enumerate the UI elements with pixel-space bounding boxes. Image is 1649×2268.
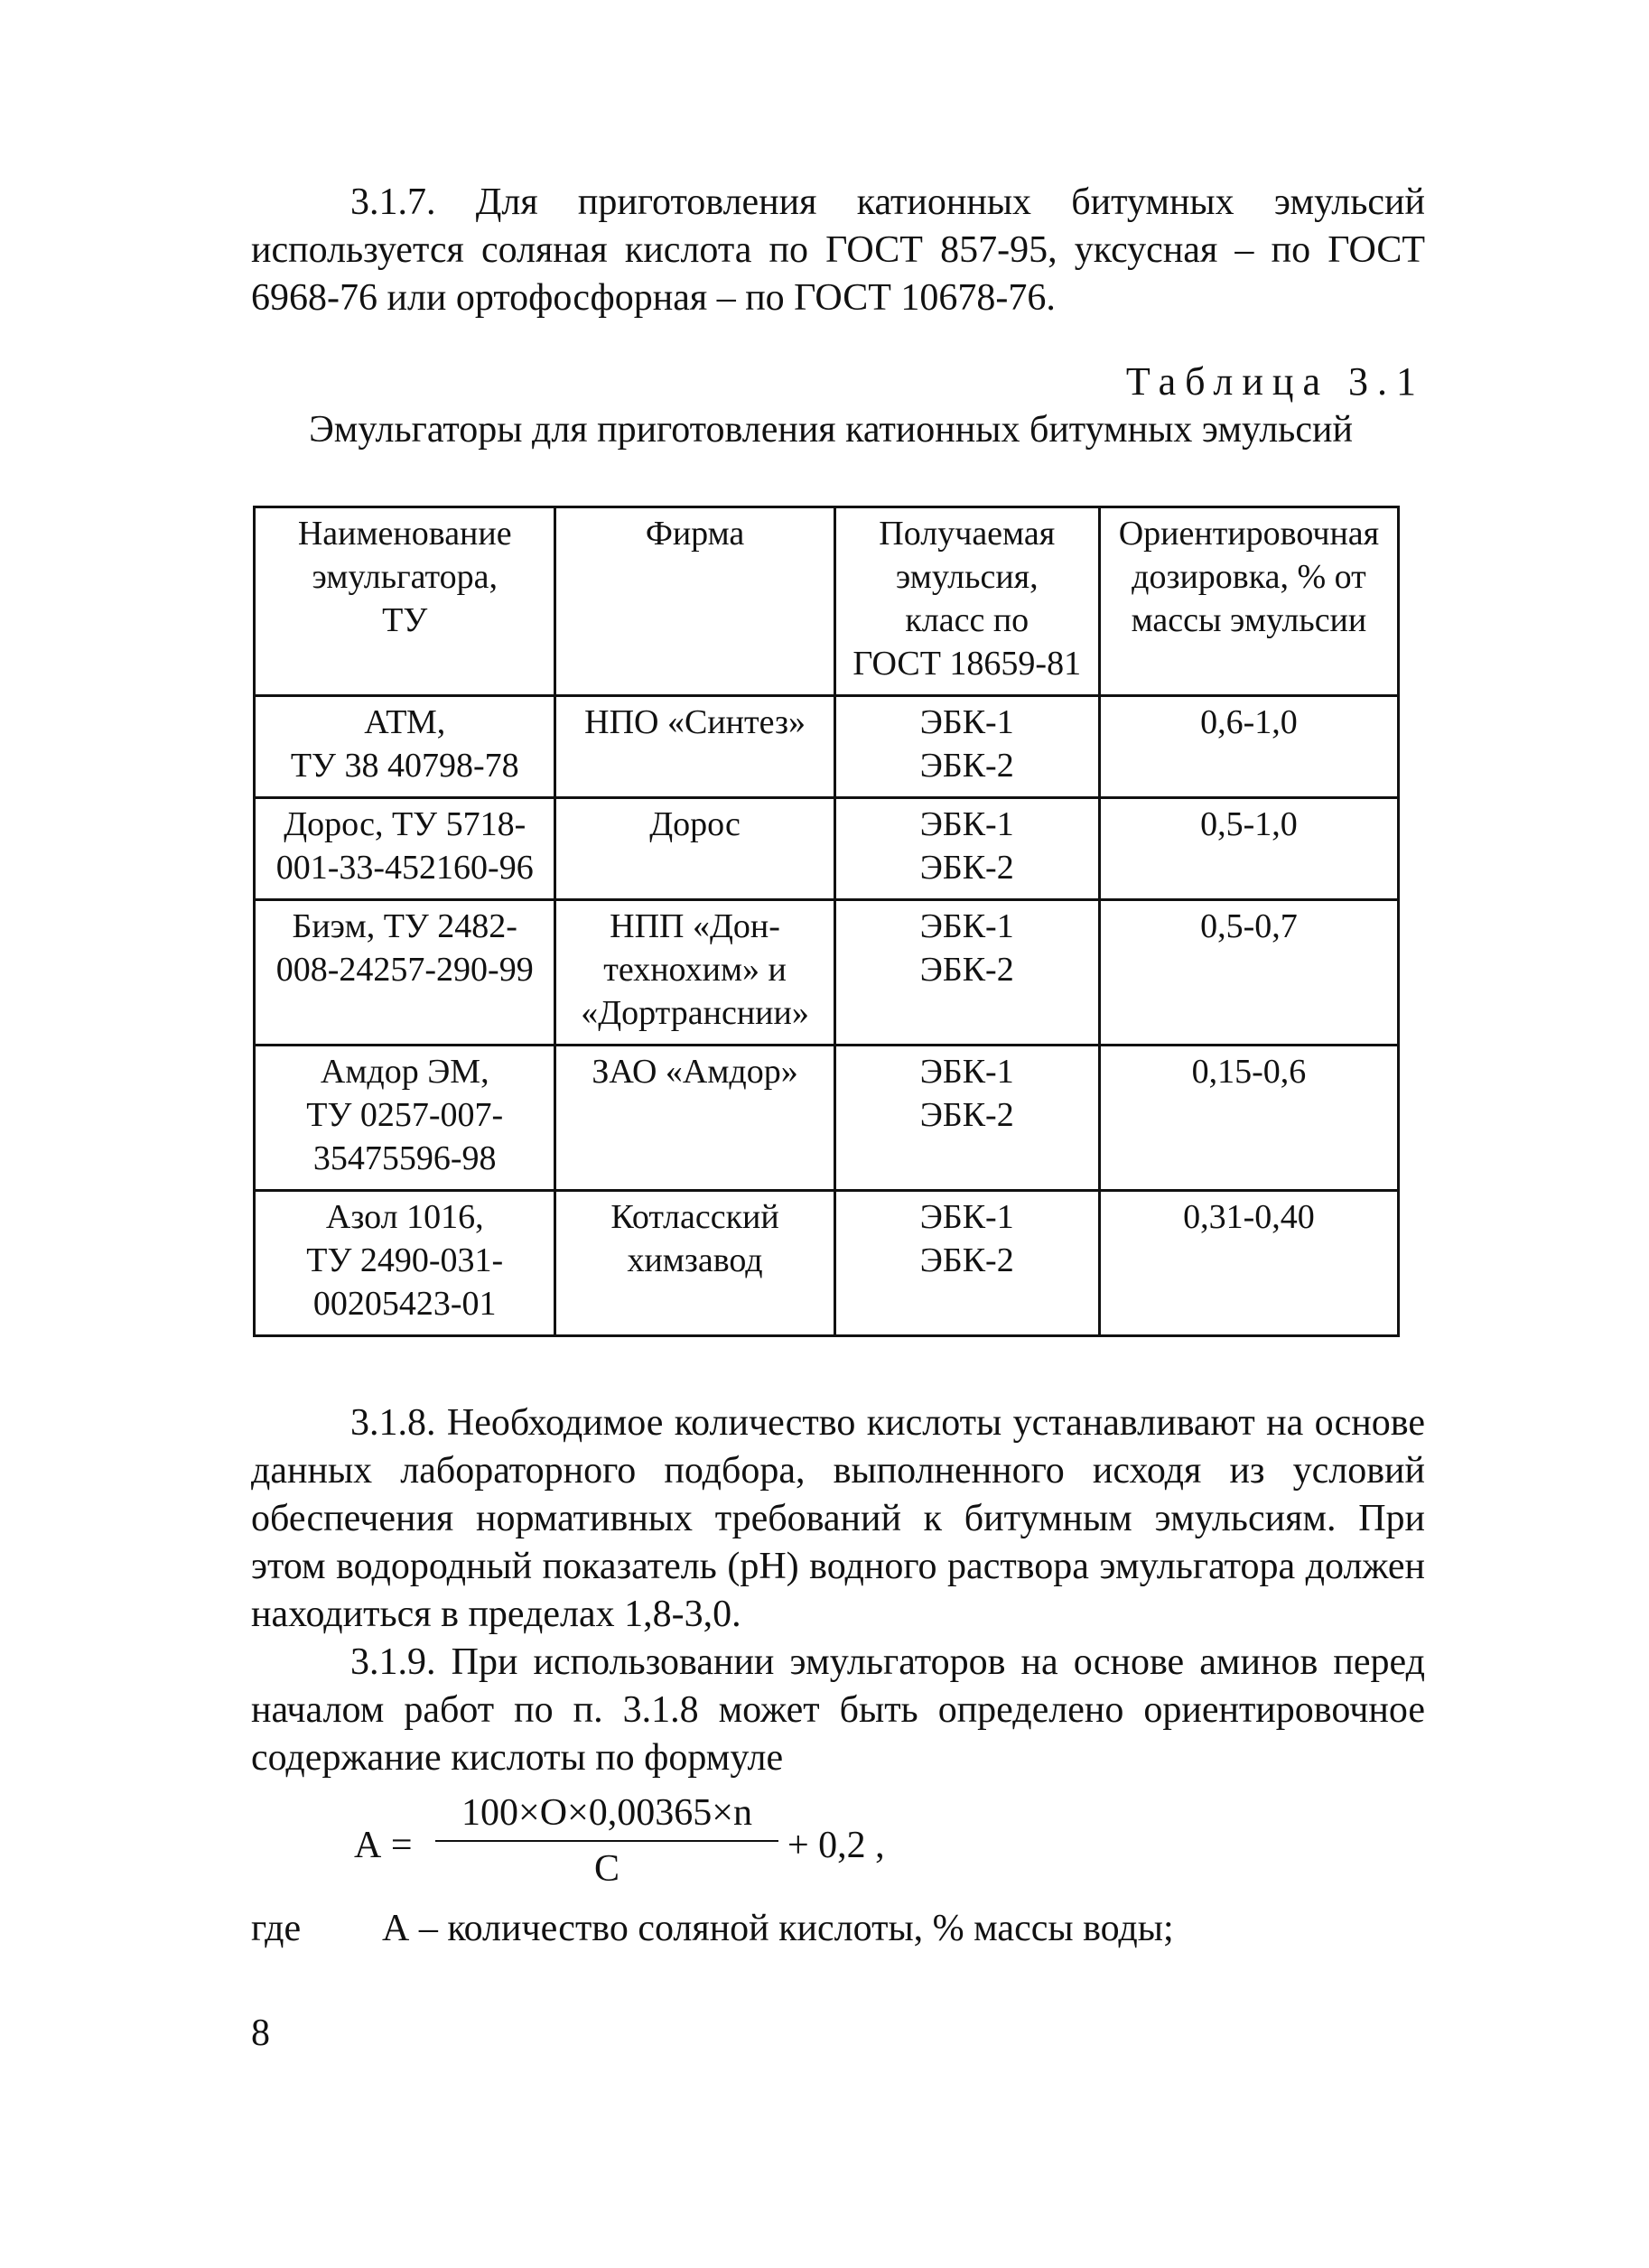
cell-emulsion: ЭБК-1 ЭБК-2 — [834, 696, 1099, 798]
cell-dosage: 0,5-1,0 — [1099, 798, 1398, 900]
table-label: Таблица 3.1 — [1125, 359, 1425, 404]
cell-firm: ЗАО «Амдор» — [555, 1046, 834, 1191]
cell-name: АТМ, ТУ 38 40798-78 — [255, 696, 555, 798]
cell-emulsion: ЭБК-1 ЭБК-2 — [834, 900, 1099, 1046]
header-emulsion-class: Получаемая эмульсия, класс по ГОСТ 18659-81 — [834, 507, 1099, 696]
section-3-1-9-text: 3.1.9. При использовании эмульгаторов на основе аминов перед началом работ по п. 3.1.8 может быть определено ориентировочное содержание кислоты по формуле — [251, 1641, 1425, 1779]
cell-name: Дорос, ТУ 5718- 001-33-452160-96 — [255, 798, 555, 900]
cell-dosage: 0,31-0,40 — [1099, 1191, 1398, 1336]
table-row — [255, 900, 1399, 1046]
table-row — [255, 696, 1399, 798]
cell-emulsion: ЭБК-1 ЭБК-2 — [834, 798, 1099, 900]
cell-firm: НПП «Дон- технохим» и «Дортранснии» — [555, 900, 834, 1046]
cell-firm: НПО «Синтез» — [555, 696, 834, 798]
where-definition: А – количество соляной кислоты, % массы воды; — [382, 1908, 1174, 1949]
header-firm: Фирма — [555, 507, 834, 696]
sections-3-1-8-and-3-1-9 — [251, 1399, 1425, 1782]
cell-name: Азол 1016, ТУ 2490-031- 00205423-01 — [255, 1191, 555, 1336]
table-row — [255, 1191, 1399, 1336]
header-dosage: Ориентировочная дозировка, % от массы эмульсии — [1099, 507, 1398, 696]
cell-dosage: 0,5-0,7 — [1099, 900, 1398, 1046]
cell-firm: Котласский химзавод — [555, 1191, 834, 1336]
table-title: Эмульгаторы для приготовления катионных битумных эмульсий — [309, 409, 1353, 451]
where-word: где — [251, 1908, 302, 1949]
acid-formula — [354, 1791, 986, 1909]
section-3-1-7-text: 3.1.7. Для приготовления катионных битумных эмульсий используется соляная кислота по ГОСТ 857-95, уксусная – по ГОСТ 6968-76 или ортофосфорная – по ГОСТ 10678-76. — [251, 181, 1425, 319]
cell-name: Амдор ЭМ, ТУ 0257-007- 35475596-98 — [255, 1046, 555, 1191]
cell-emulsion: ЭБК-1 ЭБК-2 — [834, 1046, 1099, 1191]
table-row — [255, 1046, 1399, 1191]
formula-lhs: А = — [354, 1825, 413, 1866]
fraction-bar — [435, 1840, 778, 1842]
formula-denominator: С — [593, 1848, 620, 1890]
section-3-1-7 — [251, 179, 1425, 322]
cell-firm: Дорос — [555, 798, 834, 900]
formula-numerator: 100×О×0,00365×n — [461, 1792, 752, 1834]
table-header-row — [255, 507, 1399, 696]
formula-rhs: + 0,2 , — [787, 1825, 885, 1866]
page-number: 8 — [251, 2012, 270, 2054]
section-3-1-8-text: 3.1.8. Необходимое количество кислоты устанавливают на основе данных лабораторного подбора, выполненного исходя из условий обеспечения нормативных требований к битумным эмульсиям. При этом водородный показатель (рН) водного раствора эмульгатора должен находиться в пределах 1,8-3,0. — [251, 1402, 1425, 1635]
cell-emulsion: ЭБК-1 ЭБК-2 — [834, 1191, 1099, 1336]
formula-fraction — [435, 1791, 778, 1891]
cell-dosage: 0,6-1,0 — [1099, 696, 1398, 798]
cell-dosage: 0,15-0,6 — [1099, 1046, 1398, 1191]
header-emulsifier-name: Наименование эмульгатора, ТУ — [255, 507, 555, 696]
table-row — [255, 798, 1399, 900]
cell-name: Биэм, ТУ 2482- 008-24257-290-99 — [255, 900, 555, 1046]
emulsifier-table — [253, 506, 1400, 1337]
